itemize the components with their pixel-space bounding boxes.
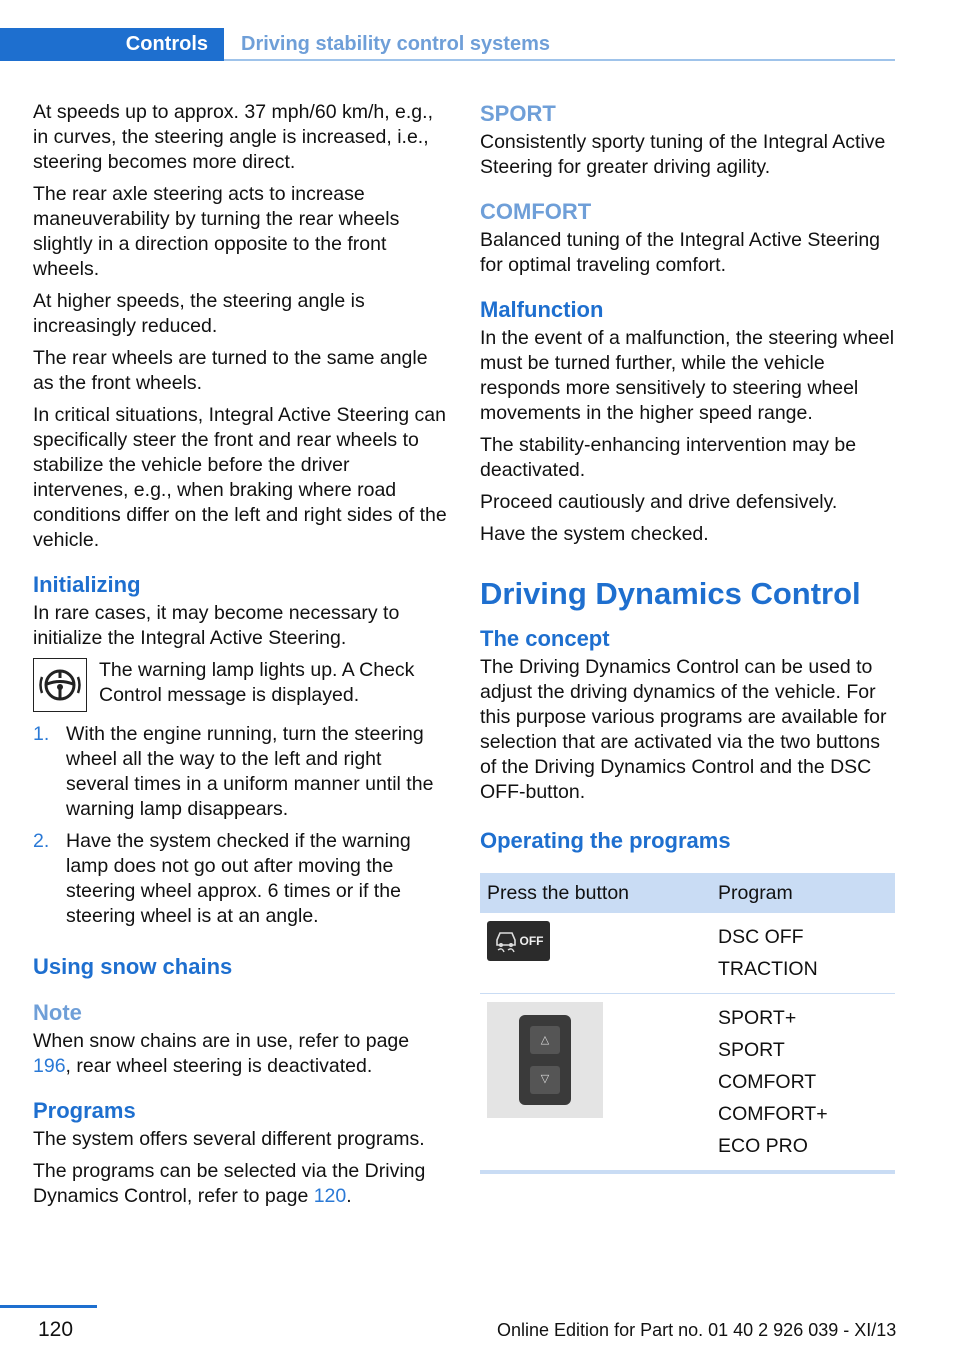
paragraph: When snow chains are in use, refer to page 196, rear wheel steering is deactivated. bbox=[33, 1030, 410, 1077]
paragraph: In critical situations, Integral Active Steering can specifically steer the front and rear wheels to stabilize the vehicle before the driver intervenes, e.g., when braking where road conditions differ on the left and right sides of the vehicle. bbox=[33, 404, 447, 551]
heading-note: Note bbox=[33, 1000, 82, 1025]
program-name: COMFORT bbox=[718, 1071, 817, 1093]
dsc-off-button-icon bbox=[487, 921, 550, 961]
paragraph: The programs can be selected via the Driving Dynamics Control, refer to page 120. bbox=[33, 1160, 426, 1207]
chapter-title: Driving stability control systems bbox=[241, 33, 550, 55]
paragraph: In the event of a malfunction, the steering wheel must be turned further, while the vehicle responds more sensitively to steering wheel movements in the higher speed range. bbox=[480, 327, 895, 424]
heading-malfunction: Malfunction bbox=[480, 297, 604, 322]
heading-driving-dynamics-control: Driving Dynamics Control bbox=[480, 576, 861, 611]
paragraph: Balanced tuning of the Integral Active Steering for optimal traveling comfort. bbox=[480, 229, 881, 276]
program-name: SPORT bbox=[718, 1039, 785, 1061]
step-number: 1. bbox=[33, 723, 50, 745]
program-name: TRACTION bbox=[718, 958, 818, 980]
table-row bbox=[480, 994, 895, 1173]
rocker-switch-icon: △ ▽ bbox=[487, 1002, 603, 1118]
program-name: DSC OFF bbox=[718, 926, 804, 948]
list-item bbox=[33, 722, 448, 822]
heading-concept: The concept bbox=[480, 626, 610, 651]
page-link[interactable]: 196 bbox=[33, 1055, 66, 1077]
paragraph: The rear wheels are turned to the same angle as the front wheels. bbox=[33, 347, 428, 394]
paragraph: The rear axle steering acts to increase maneuverability by turning the rear wheels slightly in a direction opposite to the front wheels. bbox=[33, 183, 400, 280]
edition-note: Online Edition for Part no. 01 40 2 926 039 - XI/13 bbox=[497, 1320, 897, 1340]
footer-rule bbox=[0, 1305, 97, 1308]
paragraph: The Driving Dynamics Control can be used to adjust the driving dynamics of the vehicle. For this purpose various programs are available for selection that are activated via the two buttons of the Driving Dynamics Control and the DSC OFF-button. bbox=[480, 656, 887, 803]
page-link[interactable]: 120 bbox=[313, 1185, 347, 1207]
left-column bbox=[33, 100, 448, 1216]
table-row bbox=[480, 913, 895, 994]
program-name: SPORT+ bbox=[718, 1007, 797, 1029]
step-text: Have the system checked if the warning lamp does not go out after moving the steering wheel approx. 6 times or if the steering wheel is at an angle. bbox=[66, 830, 411, 927]
paragraph: In rare cases, it may become necessary to initialize the Integral Active Steering. bbox=[33, 602, 400, 649]
heading-comfort: COMFORT bbox=[480, 199, 592, 224]
warning-text: The warning lamp lights up. A Check Control message is displayed. bbox=[99, 659, 415, 706]
page-header bbox=[0, 28, 895, 61]
heading-initializing: Initializing bbox=[33, 572, 141, 597]
section-tab: Controls bbox=[0, 28, 224, 61]
table-cell bbox=[480, 913, 711, 994]
table-cell bbox=[480, 994, 711, 1173]
paragraph: At speeds up to approx. 37 mph/60 km/h, e.g., in curves, the steering angle is increased, i.e., steering becomes more direct. bbox=[33, 101, 433, 173]
paragraph: The system offers several different programs. bbox=[33, 1128, 425, 1150]
warning-note bbox=[33, 658, 448, 712]
list-item bbox=[33, 829, 448, 929]
heading-snow-chains: Using snow chains bbox=[33, 954, 233, 979]
programs-table bbox=[480, 873, 895, 1174]
paragraph: Have the system checked. bbox=[480, 523, 709, 545]
table-cell bbox=[711, 994, 895, 1173]
paragraph: Consistently sporty tuning of the Integral Active Steering for greater driving agility. bbox=[480, 131, 886, 178]
table-cell bbox=[711, 913, 895, 994]
heading-operating-programs: Operating the programs bbox=[480, 828, 731, 853]
column-header: Program bbox=[711, 873, 895, 913]
steering-warning-icon bbox=[33, 658, 87, 712]
step-text: With the engine running, turn the steering wheel all the way to the left and right several times in a uniform manner until the warning lamp disappears. bbox=[66, 723, 434, 820]
program-name: ECO PRO bbox=[718, 1135, 808, 1157]
heading-sport: SPORT bbox=[480, 101, 556, 126]
paragraph: The stability-enhancing intervention may be deactivated. bbox=[480, 434, 857, 481]
page-number: 120 bbox=[38, 1318, 74, 1341]
right-column bbox=[480, 100, 895, 1174]
column-header: Press the button bbox=[480, 873, 711, 913]
program-name: COMFORT+ bbox=[718, 1103, 828, 1125]
steps-list bbox=[33, 722, 448, 929]
button-label: OFF bbox=[519, 933, 544, 948]
paragraph: Proceed cautiously and drive defensively. bbox=[480, 491, 838, 513]
step-number: 2. bbox=[33, 830, 50, 852]
header-rule bbox=[224, 59, 895, 61]
paragraph: At higher speeds, the steering angle is increasingly reduced. bbox=[33, 290, 365, 337]
heading-programs: Programs bbox=[33, 1098, 136, 1123]
